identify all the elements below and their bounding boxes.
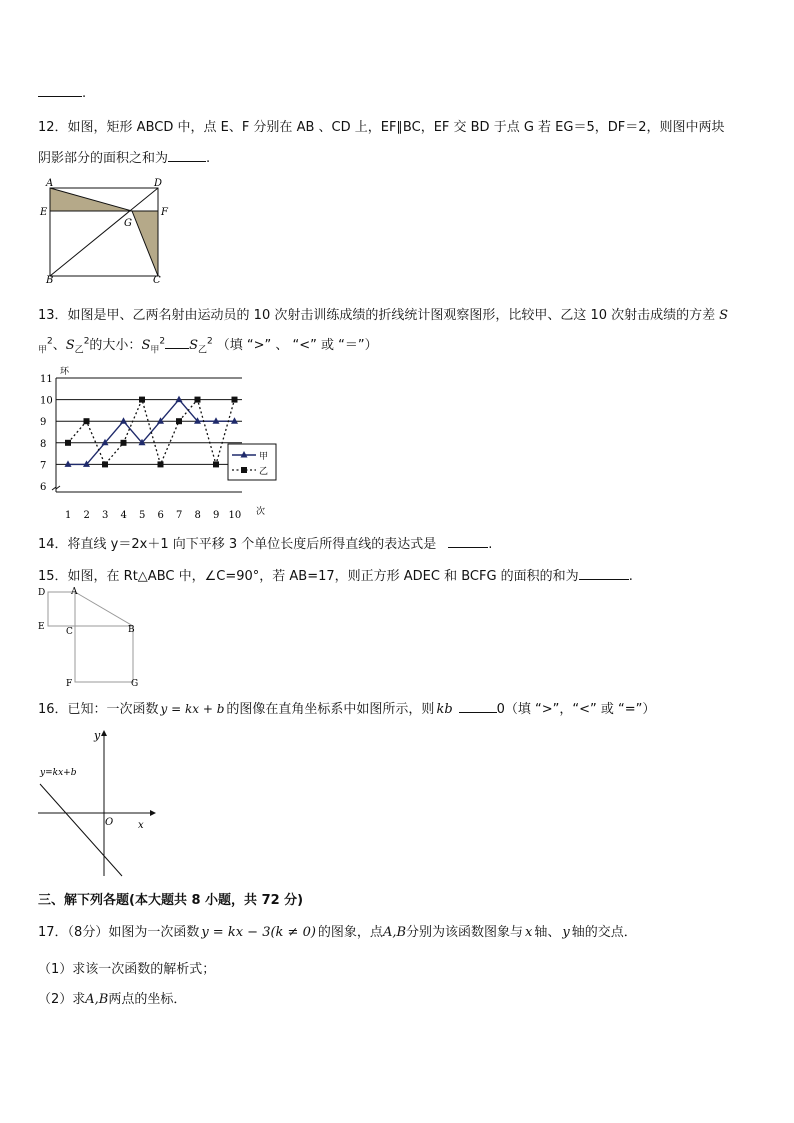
q17-mid: 的图象，点	[317, 925, 383, 940]
chart-point-yi	[121, 440, 127, 446]
chart-point-jia	[120, 417, 127, 424]
q13-sep: 、	[52, 338, 66, 353]
chart-legend-marker-yi	[241, 467, 247, 473]
q13-sup-4: 2	[207, 336, 213, 347]
q17-formula: y = kx − 3(k ≠ 0)	[201, 925, 316, 940]
q16-label-function: y=kx+b	[40, 768, 77, 778]
q13-s-4: S	[189, 338, 198, 353]
q12-rectangle-figure	[36, 178, 176, 284]
q16-mid: 的图像在直角坐标系中如图所示，则	[226, 702, 435, 717]
q12-label-f: F	[161, 207, 168, 218]
chart-x-tick-label: 4	[120, 510, 127, 521]
q16-label-y: y	[94, 729, 101, 742]
chart-point-yi	[158, 461, 164, 467]
q17-part2-lead: （2）求	[38, 992, 86, 1007]
chart-x-tick-label: 8	[194, 510, 201, 521]
q17-ab: A,B	[382, 925, 407, 940]
chart-x-tick-label: 9	[213, 510, 220, 521]
q15-squares-figure	[36, 586, 146, 688]
q15-label-d: D	[38, 588, 46, 598]
q14-line	[38, 533, 492, 552]
q12-answer-blank	[168, 149, 206, 162]
chart-x-tick-label: 1	[65, 510, 72, 521]
q13-line2	[38, 334, 378, 356]
section3-title: 三、解下列各题(本大题共 8 小题，共 72 分)	[38, 893, 304, 908]
q13-line1-text: 13．如图是甲、乙两名射由运动员的 10 次射击训练成绩的折线统计图观察图形，比较甲、乙这 10 次射击成绩的方差	[38, 308, 716, 323]
q16-coordinate-figure	[34, 726, 158, 880]
q13-sup-2: 2	[83, 336, 90, 347]
q15-label-e: E	[38, 622, 45, 632]
q15-label-c: C	[66, 627, 73, 637]
q16-function-line	[40, 784, 122, 876]
chart-x-axis-label: 次	[256, 507, 266, 517]
q15-text: 15．如图，在 Rt△ABC 中，∠C=90°，若 AB=17，则正方形 ADEC 和 BCFG 的面积的和为	[38, 569, 579, 584]
q17-mid2: 分别为该函数图象与	[406, 925, 524, 940]
q17-part2	[38, 988, 186, 1007]
q12-line2-text: 阴影部分的面积之和为	[38, 151, 169, 166]
chart-point-yi	[139, 397, 145, 403]
q15-answer-blank	[579, 567, 629, 580]
chart-y-axis-label: 环	[60, 367, 70, 377]
q12-line2	[38, 147, 210, 166]
q13-tail: （填 “>” 、 “<” 或 “＝”）	[216, 338, 378, 353]
chart-point-yi	[195, 397, 201, 403]
chart-y-tick-label: 6	[40, 482, 47, 493]
q12-label-d: D	[154, 178, 163, 189]
q13-sub-jia-1: 甲	[38, 345, 48, 356]
q17-lead: 17．（8分）如图为一次函数	[38, 925, 200, 940]
q14-end: .	[488, 537, 493, 552]
q12-line1: 12．如图，矩形 ABCD 中，点 E、F 分别在 AB 、CD 上，EF∥BC，EF 交 BD 于点 G 若 EG＝5，DF＝2，则图中两块	[38, 120, 725, 135]
chart-axis-break	[52, 486, 60, 490]
q15-end: .	[628, 569, 633, 584]
chart-y-tick-label: 11	[40, 374, 53, 385]
q13-sup-3: 2	[159, 336, 166, 347]
q13-s-2: S	[65, 338, 75, 353]
q15-hypotenuse-ab	[75, 592, 133, 626]
q15-label-a: A	[71, 587, 78, 597]
chart-point-jia	[65, 460, 72, 467]
q16-kb: kb	[436, 702, 453, 717]
chart-x-tick-label: 2	[83, 510, 90, 521]
q14-answer-blank	[448, 535, 488, 548]
chart-y-tick-label: 8	[40, 438, 47, 450]
q16-label-origin: O	[105, 817, 114, 828]
q17-line	[38, 921, 637, 940]
q12-end: .	[206, 151, 211, 166]
q17-mid3: 轴、	[534, 925, 561, 940]
q14-text: 14．将直线 y＝2x＋1 向下平移 3 个单位长度后所得直线的表达式是	[38, 537, 437, 552]
chart-x-tick-label: 10	[228, 510, 242, 521]
chart-point-yi	[213, 461, 219, 467]
chart-point-jia	[231, 417, 238, 424]
q13-line-chart	[30, 364, 292, 522]
q17-tail: 轴的交点．	[571, 925, 637, 940]
chart-y-tick-label: 7	[40, 460, 47, 472]
q13-answer-blank	[165, 336, 189, 349]
q13-size-text: 的大小：	[89, 338, 142, 353]
q16-tail: 0（填 “>”，“<” 或 “=”）	[496, 702, 656, 717]
q16-label-x: x	[138, 820, 144, 831]
q15-line	[38, 565, 633, 584]
chart-x-tick-label: 5	[139, 510, 146, 521]
q13-sup-1: 2	[47, 336, 53, 347]
chart-point-jia	[176, 396, 183, 403]
chart-point-jia	[213, 417, 220, 424]
chart-point-yi	[232, 397, 238, 403]
q15-label-g: G	[131, 679, 139, 688]
q17-part1: （1）求该一次函数的解析式；	[38, 962, 216, 977]
q16-x-arrow	[150, 810, 156, 816]
q17-part2-ab: A,B	[85, 992, 109, 1007]
chart-y-tick-label: 9	[40, 417, 47, 429]
q15-square-bcfg	[75, 626, 133, 682]
chart-x-tick-label: 7	[176, 510, 183, 521]
q16-y-arrow	[101, 730, 107, 736]
q12-label-a: A	[46, 178, 54, 189]
q16-answer-blank	[459, 700, 497, 713]
chart-legend-box	[228, 444, 276, 480]
q17-x: x	[525, 925, 533, 940]
q12-label-e: E	[40, 207, 48, 218]
q13-line1-s: S	[719, 308, 729, 323]
prev-answer-line	[38, 84, 86, 101]
q15-label-f: F	[66, 679, 73, 688]
chart-point-yi	[176, 418, 182, 424]
q17-y: y	[562, 925, 570, 940]
q13-sub-jia-2: 甲	[150, 345, 160, 356]
chart-point-yi	[84, 418, 90, 424]
q16-lead: 16．已知：一次函数	[38, 702, 159, 717]
chart-y-tick-label: 10	[40, 395, 53, 407]
chart-x-tick-label: 3	[102, 510, 109, 521]
chart-legend-label-jia: 甲	[259, 452, 269, 462]
chart-point-yi	[102, 461, 108, 467]
chart-point-yi	[65, 440, 71, 446]
q12-label-b: B	[46, 275, 54, 284]
chart-series-line-yi	[68, 400, 235, 465]
q12-label-c: C	[153, 275, 161, 284]
q13-sub-yi-1: 乙	[74, 345, 84, 356]
q16-line	[38, 698, 655, 717]
q15-square-adec	[48, 592, 75, 626]
q15-label-b: B	[128, 625, 135, 635]
q17-part2-tail: 两点的坐标．	[108, 992, 187, 1007]
q13-line1	[38, 304, 728, 323]
chart-legend-label-yi: 乙	[259, 467, 269, 477]
answer-blank	[38, 84, 82, 97]
q12-label-g: G	[124, 218, 132, 229]
chart-x-tick-label: 6	[157, 510, 164, 521]
q13-sub-yi-2: 乙	[198, 345, 208, 356]
q16-formula: y = kx + b	[160, 702, 225, 716]
q13-s-3: S	[141, 338, 151, 353]
prev-end-mark: .	[82, 86, 87, 101]
